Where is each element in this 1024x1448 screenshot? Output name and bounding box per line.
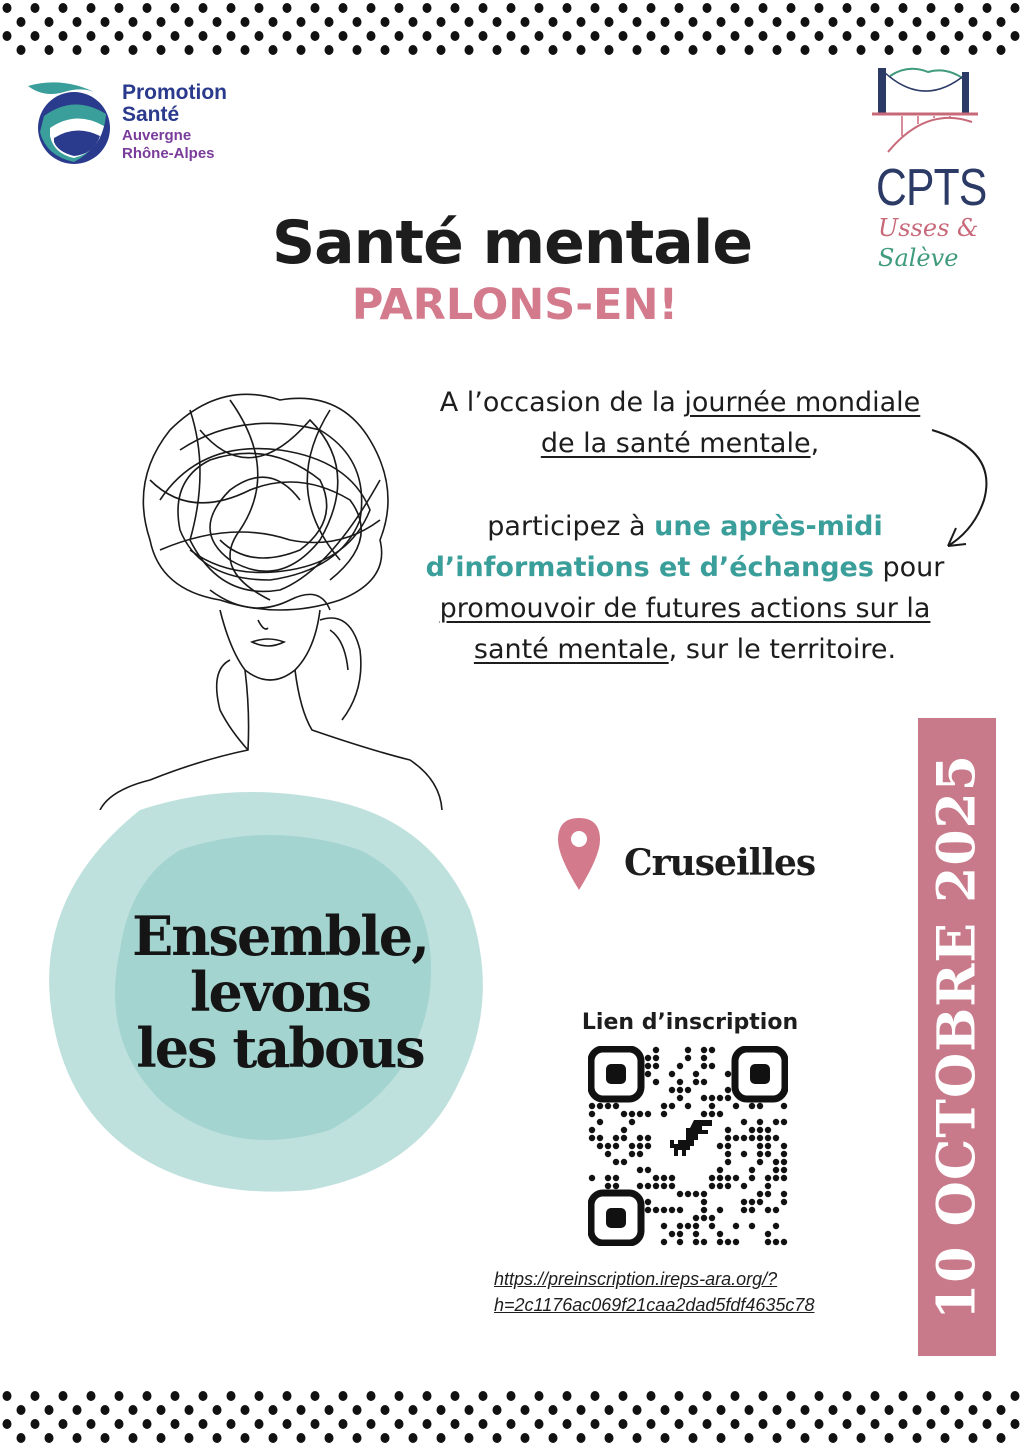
qr-module (773, 1175, 779, 1181)
intro-paragraph (420, 382, 940, 464)
qr-module (733, 1103, 739, 1109)
qr-module (709, 1183, 715, 1189)
qr-module (645, 1135, 651, 1141)
qr-module (677, 1239, 683, 1245)
qr-module (589, 1103, 595, 1109)
qr-module (693, 1239, 699, 1245)
event-location: Cruseilles (624, 842, 816, 884)
qr-module (781, 1175, 787, 1181)
qr-module (637, 1167, 643, 1173)
qr-module (613, 1143, 619, 1149)
qr-module (605, 1103, 611, 1109)
qr-module (645, 1183, 651, 1189)
qr-module (613, 1135, 619, 1141)
qr-module (757, 1143, 763, 1149)
qr-module (781, 1167, 787, 1173)
qr-module (605, 1175, 611, 1181)
qr-module (781, 1239, 787, 1245)
qr-module (597, 1103, 603, 1109)
body-highlight: une après-midi d’informations et d’échanges (425, 511, 883, 583)
logo-sante-line: Santé (122, 103, 180, 126)
qr-module (597, 1119, 603, 1125)
qr-module (653, 1055, 659, 1061)
bridge-icon (868, 62, 988, 158)
qr-module (661, 1239, 667, 1245)
qr-module (693, 1079, 699, 1085)
intro-event-name: journée mondiale de la santé mentale (540, 387, 921, 459)
qr-module (717, 1183, 723, 1189)
qr-module (613, 1183, 619, 1189)
qr-module (701, 1095, 707, 1101)
event-date: 10 OCTOBRE 2025 (926, 754, 988, 1320)
body-text-end: , sur le territoire. (668, 634, 897, 665)
qr-module (717, 1207, 723, 1213)
qr-module (757, 1135, 763, 1141)
qr-module (733, 1175, 739, 1181)
qr-module (661, 1183, 667, 1189)
qr-module (781, 1199, 787, 1205)
qr-module (717, 1239, 723, 1245)
qr-module (669, 1231, 675, 1237)
qr-module (773, 1223, 779, 1229)
qr-module (637, 1135, 643, 1141)
qr-module (709, 1047, 715, 1053)
qr-module (717, 1175, 723, 1181)
qr-module (653, 1047, 659, 1053)
qr-module (693, 1071, 699, 1077)
cpts-saleve: Salève (878, 244, 959, 272)
qr-module (725, 1095, 731, 1101)
qr-module (757, 1191, 763, 1197)
qr-module (685, 1191, 691, 1197)
qr-module (725, 1183, 731, 1189)
qr-module (693, 1231, 699, 1237)
qr-module (589, 1127, 595, 1133)
qr-module (629, 1143, 635, 1149)
qr-module (757, 1199, 763, 1205)
qr-module (741, 1151, 747, 1157)
qr-module (621, 1159, 627, 1165)
qr-module (749, 1207, 755, 1213)
qr-module (781, 1191, 787, 1197)
qr-module (781, 1151, 787, 1157)
qr-module (677, 1207, 683, 1213)
qr-module (765, 1175, 771, 1181)
qr-module (605, 1143, 611, 1149)
qr-module (709, 1095, 715, 1101)
cpts-name: CPTS (876, 159, 987, 217)
qr-module (701, 1215, 707, 1221)
qr-module (669, 1207, 675, 1213)
qr-finder-center (750, 1064, 770, 1084)
intro-text-start: A l’occasion de la (439, 387, 685, 418)
qr-module (765, 1143, 771, 1149)
qr-module (765, 1191, 771, 1197)
qr-module (645, 1143, 651, 1149)
qr-finder-center (606, 1208, 626, 1228)
qr-module (781, 1119, 787, 1125)
qr-module (773, 1159, 779, 1165)
qr-module (749, 1103, 755, 1109)
slogan-line-2: levons (190, 960, 370, 1024)
qr-module (717, 1231, 723, 1237)
qr-module (773, 1119, 779, 1125)
qr-module (781, 1143, 787, 1149)
qr-module (725, 1071, 731, 1077)
qr-module (613, 1175, 619, 1181)
qr-module (733, 1223, 739, 1229)
qr-module (749, 1135, 755, 1141)
qr-module (773, 1167, 779, 1173)
qr-module (717, 1167, 723, 1173)
qr-module (757, 1103, 763, 1109)
qr-module (589, 1135, 595, 1141)
logo-rhone-alpes-line: Rhône-Alpes (122, 145, 215, 162)
qr-module (773, 1135, 779, 1141)
qr-module (661, 1111, 667, 1117)
registration-url[interactable] (494, 1266, 814, 1318)
qr-module (701, 1063, 707, 1069)
qr-module (605, 1183, 611, 1189)
logo-auvergne-line: Auvergne (122, 127, 192, 144)
qr-module (757, 1127, 763, 1133)
qr-module (701, 1191, 707, 1197)
qr-module (589, 1111, 595, 1117)
qr-module (701, 1079, 707, 1085)
qr-module (749, 1175, 755, 1181)
qr-module (629, 1119, 635, 1125)
date-banner (918, 718, 996, 1356)
body-paragraph (420, 506, 950, 670)
qr-module (765, 1231, 771, 1237)
body-text-pour: pour (873, 552, 945, 583)
dinosaur-icon (670, 1120, 712, 1156)
qr-module (757, 1151, 763, 1157)
qr-module (765, 1207, 771, 1213)
qr-module (701, 1199, 707, 1205)
cpts-usses: Usses & (878, 214, 979, 242)
woman-illustration (80, 370, 460, 810)
promotion-sante-logo (24, 76, 274, 176)
qr-module (773, 1239, 779, 1245)
qr-module (637, 1111, 643, 1117)
qr-module (613, 1159, 619, 1165)
qr-module (693, 1215, 699, 1221)
qr-module (741, 1207, 747, 1213)
qr-module (637, 1183, 643, 1189)
qr-module (741, 1135, 747, 1141)
qr-module (685, 1223, 691, 1229)
qr-module (669, 1183, 675, 1189)
qr-module (677, 1231, 683, 1237)
qr-module (757, 1159, 763, 1165)
qr-module (765, 1183, 771, 1189)
qr-module (669, 1071, 675, 1077)
qr-module (749, 1199, 755, 1205)
qr-module (677, 1191, 683, 1197)
qr-module (621, 1127, 627, 1133)
logo-promotion-line: Promotion (122, 81, 227, 104)
qr-module (661, 1223, 667, 1229)
qr-module (741, 1119, 747, 1125)
qr-module (661, 1175, 667, 1181)
qr-module (653, 1079, 659, 1085)
qr-module (725, 1143, 731, 1149)
qr-module (693, 1223, 699, 1229)
qr-module (725, 1175, 731, 1181)
qr-module (685, 1103, 691, 1109)
qr-module (725, 1151, 731, 1157)
slogan-line-1: Ensemble, (132, 904, 428, 968)
qr-module (685, 1087, 691, 1093)
qr-module (677, 1223, 683, 1229)
qr-module (717, 1111, 723, 1117)
qr-module (701, 1239, 707, 1245)
qr-module (589, 1175, 595, 1181)
intro-text-end: , (810, 428, 820, 459)
qr-module (757, 1119, 763, 1125)
qr-module (709, 1223, 715, 1229)
qr-module (701, 1111, 707, 1117)
qr-module (701, 1055, 707, 1061)
qr-module (741, 1199, 747, 1205)
qr-module (741, 1183, 747, 1189)
qr-module (709, 1215, 715, 1221)
page-title: Santé mentale (271, 208, 753, 278)
qr-module (765, 1239, 771, 1245)
qr-module (621, 1111, 627, 1117)
registration-url-line-1[interactable]: https://preinscription.ireps-ara.org/? (494, 1269, 778, 1289)
body-text-start: participez à (487, 511, 655, 542)
qr-module (709, 1063, 715, 1069)
qr-module (677, 1079, 683, 1085)
qr-module (669, 1103, 675, 1109)
qr-module (637, 1143, 643, 1149)
qr-module (701, 1207, 707, 1213)
qr-module (717, 1143, 723, 1149)
qr-module (661, 1103, 667, 1109)
qr-module (653, 1207, 659, 1213)
qr-module (653, 1063, 659, 1069)
qr-module (629, 1151, 635, 1157)
qr-module (645, 1207, 651, 1213)
qr-module (677, 1095, 683, 1101)
slogan (90, 904, 470, 1080)
map-pin-icon (556, 816, 602, 892)
slogan-line-3: les tabous (136, 1016, 424, 1080)
qr-module (725, 1135, 731, 1141)
qr-module (709, 1175, 715, 1181)
top-dot-border (0, 0, 1024, 58)
qr-module (781, 1103, 787, 1109)
qr-module (709, 1103, 715, 1109)
registration-url-line-2[interactable]: h=2c1176ac069f21caa2dad5fdf4635c78 (494, 1295, 815, 1315)
qr-module (725, 1159, 731, 1165)
promotion-sante-emblem-icon (24, 76, 116, 168)
qr-module (765, 1135, 771, 1141)
registration-label: Lien d’inscription (581, 1010, 799, 1035)
qr-module (605, 1151, 611, 1157)
qr-module (749, 1127, 755, 1133)
qr-module (661, 1207, 667, 1213)
qr-module (773, 1207, 779, 1213)
qr-module (653, 1183, 659, 1189)
qr-module (645, 1199, 651, 1205)
page-subtitle: PARLONS-EN! (351, 280, 679, 330)
qr-module (645, 1111, 651, 1117)
qr-module (725, 1127, 731, 1133)
qr-module (709, 1111, 715, 1117)
qr-module (645, 1167, 651, 1173)
qr-module (613, 1103, 619, 1109)
qr-module (645, 1055, 651, 1061)
qr-module (677, 1087, 683, 1093)
qr-module (693, 1191, 699, 1197)
qr-module (597, 1135, 603, 1141)
qr-module (645, 1071, 651, 1077)
qr-module (621, 1135, 627, 1141)
qr-finder-center (606, 1064, 626, 1084)
body-underlined-goal: promouvoir de futures actions sur la santé mentale (439, 593, 931, 665)
qr-module (669, 1175, 675, 1181)
qr-module (749, 1223, 755, 1229)
qr-module (685, 1047, 691, 1053)
qr-module (677, 1063, 683, 1069)
qr-module (629, 1111, 635, 1117)
qr-module (653, 1175, 659, 1181)
qr-module (733, 1239, 739, 1245)
qr-module (781, 1159, 787, 1165)
qr-module (725, 1239, 731, 1245)
qr-module (645, 1063, 651, 1069)
qr-module (597, 1143, 603, 1149)
qr-module (685, 1055, 691, 1061)
qr-module (725, 1087, 731, 1093)
qr-module (765, 1151, 771, 1157)
registration-qr-code[interactable] (588, 1046, 788, 1246)
qr-module (701, 1047, 707, 1053)
qr-module (749, 1167, 755, 1173)
qr-module (637, 1151, 643, 1157)
qr-module (765, 1127, 771, 1133)
qr-module (717, 1095, 723, 1101)
qr-module (669, 1087, 675, 1093)
bottom-dot-border (0, 1388, 1024, 1446)
qr-module (733, 1135, 739, 1141)
